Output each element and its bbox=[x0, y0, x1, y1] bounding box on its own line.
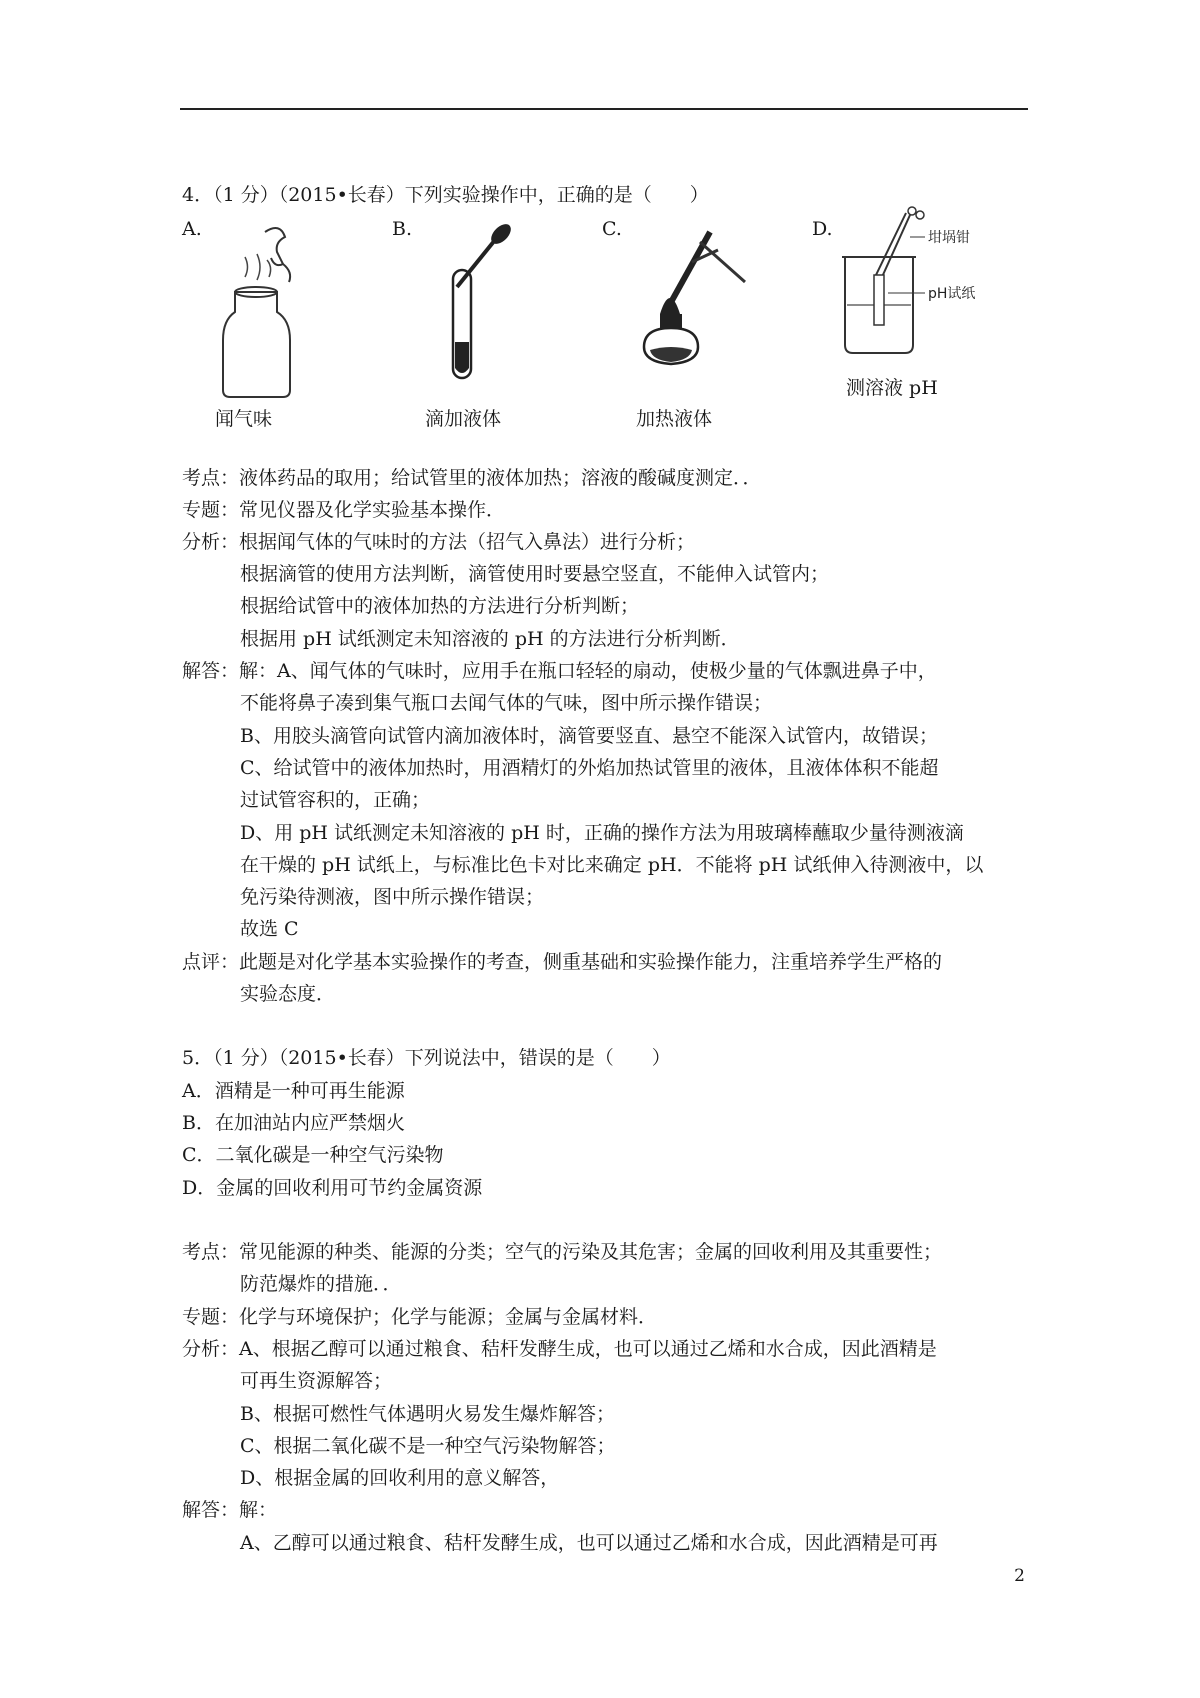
q5-fenxi-line: B、根据可燃性气体遇明火易发生爆炸解答； bbox=[240, 1403, 615, 1425]
q4-option-b-letter: B. bbox=[392, 218, 413, 240]
q5-jieda: 解答：解： bbox=[182, 1499, 278, 1521]
q4-kaodian: 考点：液体药品的取用；给试管里的液体加热；溶液的酸碱度测定．． bbox=[182, 467, 762, 489]
q4-option-b-caption: 滴加液体 bbox=[425, 408, 502, 430]
heating-liquid-figure bbox=[630, 222, 760, 382]
q5-stem: 5．（1 分）（2015•长春）下列说法中，错误的是（ ） bbox=[182, 1047, 671, 1069]
q5-option-c: C．二氧化碳是一种空气污染物 bbox=[182, 1144, 444, 1166]
header-rule bbox=[180, 108, 1028, 110]
smell-gas-bottle-figure bbox=[205, 222, 305, 402]
q5-fenxi-line: D、根据金属的回收利用的意义解答， bbox=[240, 1467, 560, 1489]
q4-jieda-line: D、用 pH 试纸测定未知溶液的 pH 时，正确的操作方法为用玻璃棒蘸取少量待测液滴 bbox=[240, 822, 964, 844]
q4-jieda-line: 免污染待测液，图中所示操作错误； bbox=[240, 886, 545, 908]
q4-option-c-letter: C. bbox=[602, 218, 622, 240]
crucible-tongs-label: 坩埚钳 bbox=[928, 230, 970, 246]
q5-kaodian: 考点：常见能源的种类、能源的分类；空气的污染及其危害；金属的回收利用及其重要性； bbox=[182, 1241, 943, 1263]
q4-jieda-line: 过试管容积的，正确； bbox=[240, 789, 431, 811]
q4-jieda-line: B、用胶头滴管向试管内滴加液体时，滴管要竖直、悬空不能深入试管内，故错误； bbox=[240, 725, 938, 747]
q4-fenxi: 分析：根据闻气体的气味时的方法（招气入鼻法）进行分析； bbox=[182, 531, 696, 553]
q5-option-d: D．金属的回收利用可节约金属资源 bbox=[182, 1177, 483, 1199]
q5-kaodian-line: 防范爆炸的措施．． bbox=[240, 1273, 402, 1295]
q5-fenxi: 分析：A、根据乙醇可以通过粮食、秸杆发酵生成，也可以通过乙烯和水合成，因此酒精是 bbox=[182, 1338, 937, 1360]
q4-dianping-line: 实验态度． bbox=[240, 983, 336, 1005]
q4-option-d-letter: D. bbox=[812, 218, 833, 240]
q5-fenxi-line: C、根据二氧化碳不是一种空气污染物解答； bbox=[240, 1435, 616, 1457]
q5-jieda-line: A、乙醇可以通过粮食、秸杆发酵生成，也可以通过乙烯和水合成，因此酒精是可再 bbox=[240, 1532, 938, 1554]
q4-option-d-caption: 测溶液 pH bbox=[846, 377, 938, 399]
q5-fenxi-line: 可再生资源解答； bbox=[240, 1370, 393, 1392]
q4-stem: 4．（1 分）（2015•长春）下列实验操作中，正确的是（ ） bbox=[182, 184, 709, 206]
q4-option-a-caption: 闻气味 bbox=[215, 408, 273, 430]
q4-dianping: 点评：此题是对化学基本实验操作的考查，侧重基础和实验操作能力，注重培养学生严格的 bbox=[182, 951, 943, 973]
q4-fenxi-line: 根据滴管的使用方法判断，滴管使用时要悬空竖直，不能伸入试管内； bbox=[240, 563, 830, 585]
q4-fenxi-line: 根据给试管中的液体加热的方法进行分析判断； bbox=[240, 595, 640, 617]
q4-zhuanti: 专题：常见仪器及化学实验基本操作． bbox=[182, 499, 506, 521]
q4-answer: 故选 C bbox=[240, 918, 299, 940]
q4-option-c-caption: 加热液体 bbox=[636, 408, 713, 430]
q4-jieda-line: C、给试管中的液体加热时，用酒精灯的外焰加热试管里的液体，且液体体积不能超 bbox=[240, 757, 939, 779]
q4-option-a-letter: A. bbox=[182, 218, 202, 240]
q4-jieda: 解答：解：A、闻气体的气味时，应用手在瓶口轻轻的扇动，使极少量的气体飘进鼻子中， bbox=[182, 660, 937, 682]
ph-measure-beaker-figure bbox=[830, 205, 980, 360]
q4-fenxi-line: 根据用 pH 试纸测定未知溶液的 pH 的方法进行分析判断． bbox=[240, 628, 740, 650]
q5-option-a: A．酒精是一种可再生能源 bbox=[182, 1080, 405, 1102]
q5-option-b: B．在加油站内应严禁烟火 bbox=[182, 1112, 405, 1134]
q4-jieda-line: 在干燥的 pH 试纸上，与标准比色卡对比来确定 pH．不能将 pH 试纸伸入待测液中，以 bbox=[240, 854, 984, 876]
page-number: 2 bbox=[1014, 1566, 1025, 1586]
q4-jieda-line: 不能将鼻子凑到集气瓶口去闻气体的气味，图中所示操作错误； bbox=[240, 692, 773, 714]
dropper-test-tube-figure bbox=[435, 222, 525, 382]
q5-zhuanti: 专题：化学与环境保护；化学与能源；金属与金属材料． bbox=[182, 1306, 658, 1328]
ph-paper-label: pH试纸 bbox=[928, 286, 976, 302]
